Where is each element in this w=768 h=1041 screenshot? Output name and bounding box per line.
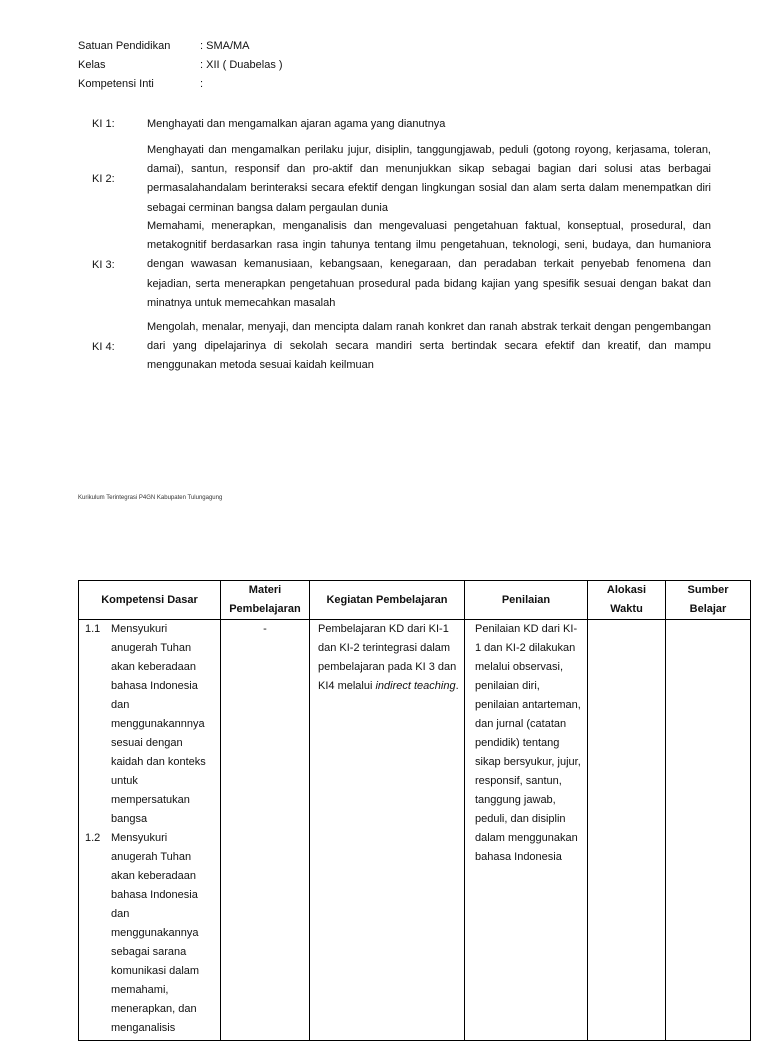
cell-penilaian: Penilaian KD dari KI-1 dan KI-2 dilakukan melalui observasi, penilaian diri, penilaian antarteman, dan jurnal (catatan pendidik) tentang sikap bersyukur, jujur, responsif, santun, tanggung jawab, peduli, dan disiplin dalam menggunakan bahasa Indonesia [465, 620, 588, 1041]
header-sumber: Sumber Belajar [666, 581, 751, 620]
header-materi: Materi Pembelajaran [221, 581, 310, 620]
kelas-row [78, 56, 283, 75]
cell-materi: - [221, 620, 310, 1041]
ki-2-text: Menghayati dan mengamalkan perilaku jujur, disiplin, tanggungjawab, peduli (gotong royong, kerjasama, toleran, damai), santun, responsif dan pro-aktif dan menunjukkan sikap sebagai bagian dari solusi atas berbagai permasalahandalam berinteraksi secara efektif dengan lingkungan sosial dan alam serta dalam menempatkan diri sebagai cerminan bangsa dalam pergaulan dunia [147, 144, 711, 214]
satuan-label: Satuan Pendidikan [78, 40, 171, 52]
kompetensi-inti-value: : [200, 78, 204, 90]
curriculum-footer-note: Kurikulum Terintegrasi P4GN Kabupaten Tulungagung [78, 495, 223, 501]
kegiatan-text: Pembelajaran KD dari KI-1 dan KI-2 terintegrasi dalam pembelajaran pada KI 3 dan KI4 melalui [318, 623, 457, 692]
document-header [78, 37, 283, 94]
kd-text: Mensyukuri anugerah Tuhan akan keberadaan bahasa Indonesia dan menggunakannya sebagai sarana komunikasi dalam memahami, menerapkan, dan menganalisis [111, 832, 200, 1034]
table-header-row [79, 581, 751, 620]
ki-4-label: KI 4: [92, 341, 115, 353]
kelas-label: Kelas [78, 59, 106, 71]
table-row [79, 620, 751, 1041]
kd-item-1-1 [79, 620, 220, 829]
ki-2-label: KI 2: [92, 173, 115, 185]
kompetensi-inti-row [78, 75, 283, 94]
cell-alokasi [588, 620, 666, 1041]
cell-kegiatan [310, 620, 465, 1041]
kd-item-1-2 [79, 829, 220, 1038]
satuan-value: : SMA/MA [200, 40, 250, 52]
kegiatan-end: . [455, 680, 459, 692]
kompetensi-dasar-table [78, 580, 751, 1041]
kelas-value: : XII ( Duabelas ) [200, 59, 283, 71]
cell-sumber [666, 620, 751, 1041]
ki-1-text: Menghayati dan mengamalkan ajaran agama yang dianutnya [147, 118, 446, 130]
kd-number: 1.1 [85, 623, 101, 635]
cell-kompetensi-dasar [79, 620, 221, 1041]
ki-3-label: KI 3: [92, 259, 115, 271]
header-kompetensi-dasar: Kompetensi Dasar [79, 581, 221, 620]
ki-1-label: KI 1: [92, 118, 115, 130]
ki-3-text: Memahami, menerapkan, menganalisis dan mengevaluasi pengetahuan faktual, konseptual, prosedural, dan metakognitif berdasarkan rasa ingin tahunya tentang ilmu pengetahuan, teknologi, seni, budaya, dan humaniora dengan wawasan kemanusiaan, kebangsaan, kenegaraan, dan peradaban terkait penyebab fenomena dan kejadian, serta menerapkan pengetahuan prosedural pada bidang kajian yang spesifik sesuai dengan bakat dan minatnya untuk memecahkan masalah [147, 220, 711, 309]
kompetensi-inti-label: Kompetensi Inti [78, 78, 154, 90]
header-kegiatan: Kegiatan Pembelajaran [310, 581, 465, 620]
satuan-row [78, 37, 283, 56]
kd-text: Mensyukuri anugerah Tuhan akan keberadaan bahasa Indonesia dan menggunakannnya sesuai dengan kaidah dan konteks untuk mempersatukan bangsa [111, 623, 206, 825]
header-penilaian: Penilaian [465, 581, 588, 620]
header-alokasi: Alokasi Waktu [588, 581, 666, 620]
kegiatan-italic: indirect teaching [375, 680, 456, 692]
ki-4-text: Mengolah, menalar, menyaji, dan mencipta dalam ranah konkret dan ranah abstrak terkait dengan pengembangan dari yang dipelajarinya di sekolah secara mandiri serta bertindak secara efektif dan kreatif, dan mampu menggunakan metoda sesuai kaidah keilmuan [147, 321, 711, 372]
kd-number: 1.2 [85, 832, 101, 844]
